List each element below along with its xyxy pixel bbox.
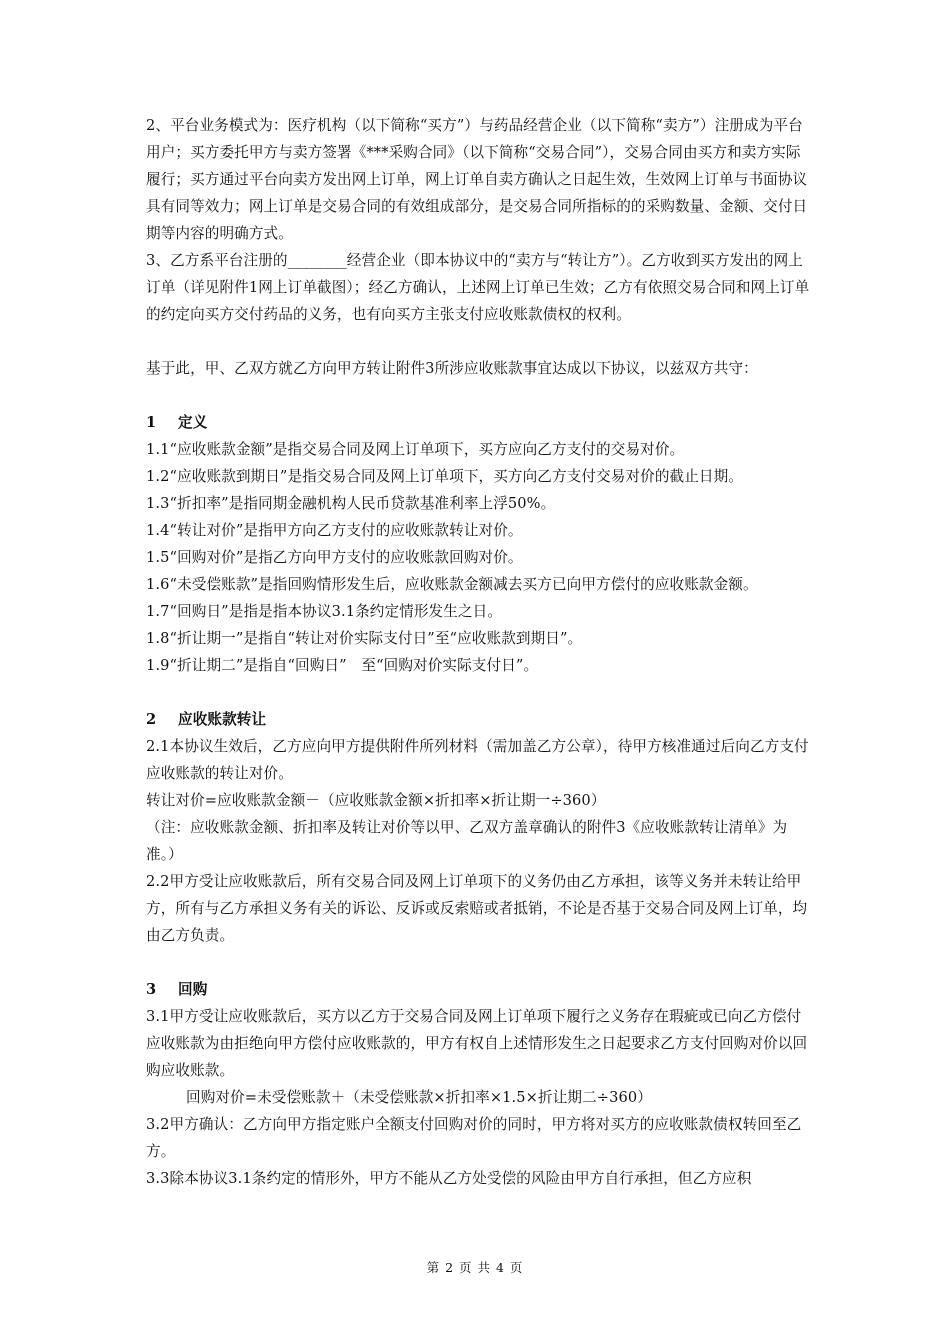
definition-item: 1.3“折扣率”是指同期金融机构人民币贷款基准利率上浮50%。 <box>146 495 556 512</box>
clause-3-2: 3.2甲方确认：乙方向甲方指定账户全额支付回购对价的同时，甲方将对买方的应收账款债权转回至乙方。 <box>146 1116 802 1160</box>
section-2-title: 应收账款转让 <box>178 711 267 728</box>
definition-item: 1.1“应收账款金额”是指交易合同及网上订单项下，买方应向乙方支付的交易对价。 <box>146 441 685 458</box>
definition-item: 1.5“回购对价”是指乙方向甲方支付的应收账款回购对价。 <box>146 549 523 566</box>
clause-2-1: 2.1本协议生效后，乙方应向甲方提供附件所列材料（需加盖乙方公章），待甲方核准通过后向乙方支付应收账款的转让对价。 <box>146 738 809 782</box>
intro-paragraph-3: 3、乙方系平台注册的________经营企业（即本协议中的“卖方与“转让方”）。乙方收到买方发出的网上订单（详见附件1网上订单截图）；经乙方确认，上述网上订单已生效；乙方有依照交易合同和网上订单的约定向买方交付药品的义务，也有向买方主张支付应收账款债权的权利。 <box>146 252 810 323</box>
clause-2-2: 2.2甲方受让应收账款后，所有交易合同及网上订单项下的义务仍由乙方承担，该等义务并未转让给甲方，所有与乙方承担义务有关的诉讼、反诉或反索赔或者抵销，不论是否基于交易合同及网上订单，均由乙方负责。 <box>146 873 808 944</box>
intro-paragraph-2: 2、平台业务模式为：医疗机构（以下简称“买方”）与药品经营企业（以下简称“卖方”）注册成为平台用户；买方委托甲方与卖方签署《***采购合同》（以下简称“交易合同”），交易合同由买方和卖方实际履行；买方通过平台向卖方发出网上订单，网上订单自卖方确认之日起生效，生效网上订单与书面协议具有同等效力；网上订单是交易合同的有效组成部分，是交易合同所指标的的采购数量、金额、交付日期等内容的明确方式。 <box>146 117 808 242</box>
buyback-formula: 回购对价=未受偿账款＋（未受偿账款×折扣率×1.5×折让期二÷360） <box>186 1089 652 1106</box>
page-number-footer: 第 2 页 共 4 页 <box>426 1260 524 1275</box>
spacer <box>146 382 814 409</box>
transfer-formula: 转让对价=应收账款金额－（应收账款金额×折扣率×折让期一÷360） <box>146 792 606 809</box>
definition-item: 1.7“回购日”是指是指本协议3.1条约定情形发生之日。 <box>146 603 503 620</box>
spacer <box>146 949 814 976</box>
basis-paragraph: 基于此，甲、乙双方就乙方向甲方转让附件3所涉应收账款事宜达成以下协议，以兹双方共守： <box>146 360 758 377</box>
section-3-number: 3 <box>146 981 157 998</box>
clause-2-note: （注：应收账款金额、折扣率及转让对价等以甲、乙双方盖章确认的附件3《应收账款转让清单》为准。） <box>146 819 788 863</box>
definition-item: 1.6“未受偿账款”是指回购情形发生后，应收账款金额减去买方已向甲方偿付的应收账款金额。 <box>146 576 758 593</box>
section-1-heading <box>146 409 814 436</box>
section-3-heading <box>146 976 814 1003</box>
section-2-heading <box>146 706 814 733</box>
definition-item: 1.8“折让期一”是指自“转让对价实际支付日”至“应收账款到期日”。 <box>146 630 583 647</box>
definition-item: 1.9“折让期二”是指自“回购日” 至“回购对价实际支付日”。 <box>146 657 539 674</box>
spacer <box>146 328 814 355</box>
document-body <box>146 112 814 1192</box>
clause-3-3: 3.3除本协议3.1条约定的情形外，甲方不能从乙方处受偿的风险由甲方自行承担，但乙方应积 <box>146 1170 752 1187</box>
spacer <box>146 679 814 706</box>
definition-item: 1.4“转让对价”是指甲方向乙方支付的应收账款转让对价。 <box>146 522 523 539</box>
section-1-title: 定义 <box>178 414 208 431</box>
definition-item: 1.2“应收账款到期日”是指交易合同及网上订单项下，买方向乙方支付交易对价的截止日期。 <box>146 468 743 485</box>
section-1-number: 1 <box>146 414 157 431</box>
section-3-title: 回购 <box>178 981 208 998</box>
section-2-number: 2 <box>146 711 157 728</box>
clause-3-1: 3.1甲方受让应收账款后，买方以乙方于交易合同及网上订单项下履行之义务存在瑕疵或已向乙方偿付应收账款为由拒绝向甲方偿付应收账款的，甲方有权自上述情形发生之日起要求乙方支付回购对价以回购应收账款。 <box>146 1008 808 1079</box>
